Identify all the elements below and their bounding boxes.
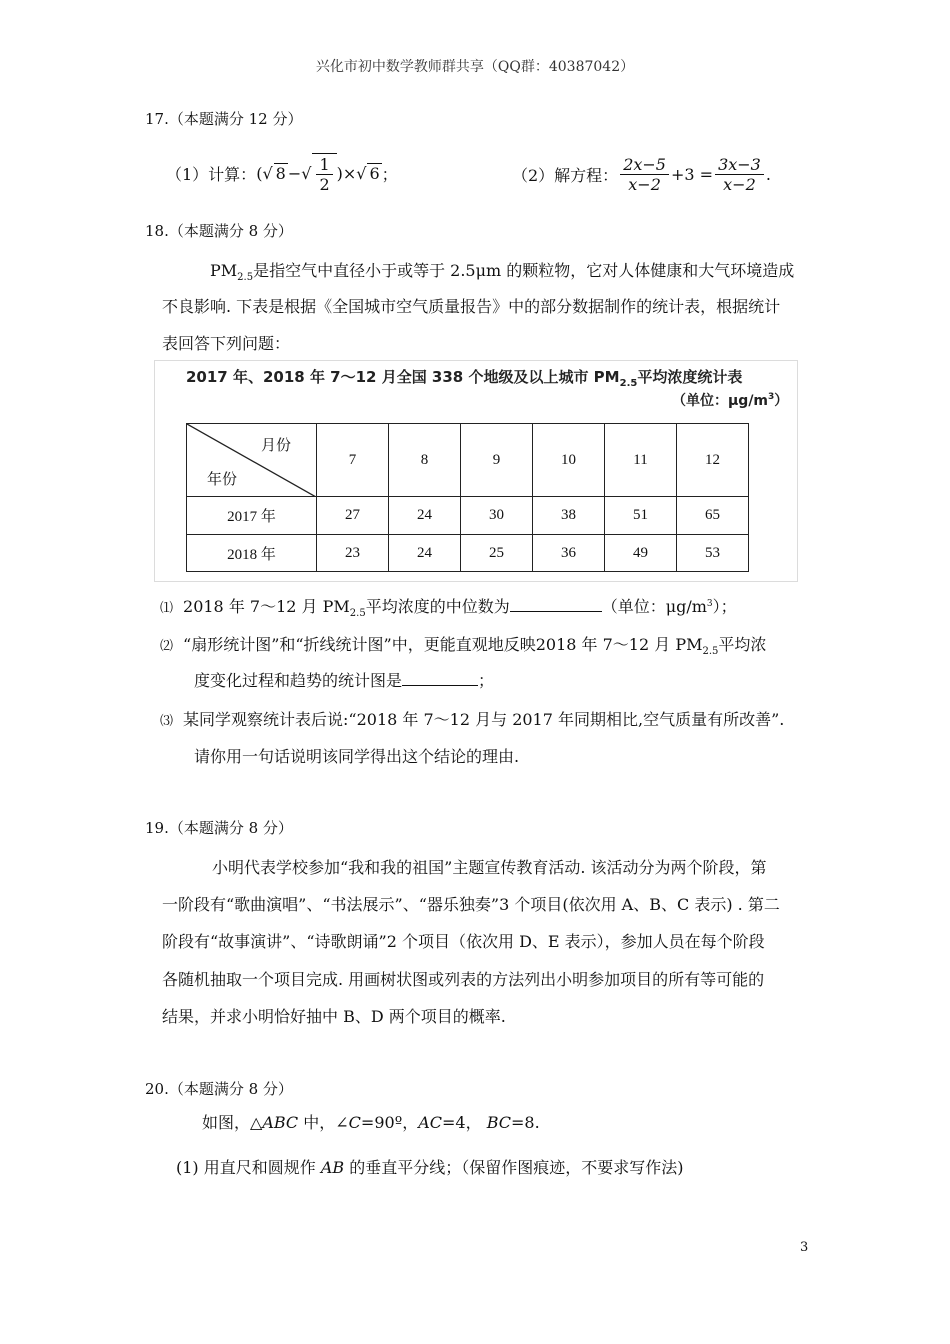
table-unit	[672, 390, 788, 410]
equation-plus-three: +3 =	[670, 164, 714, 184]
sub-text: 平均浓度的中位数为	[365, 597, 510, 616]
value-cell: 38	[533, 497, 605, 535]
sub-text: 度变化过程和趋势的统计图是	[194, 671, 403, 690]
unit-close: ）	[774, 393, 789, 409]
q17-sqrt-frac	[312, 153, 336, 194]
segment-ab: AB	[320, 1158, 345, 1177]
angle-vertex: C	[348, 1113, 361, 1132]
q18-sub3-line2: 请你用一句话说明该同学得出这个结论的理由.	[194, 747, 520, 766]
month-header-cell: 7	[317, 424, 389, 497]
table-header-row	[187, 424, 749, 497]
q19-line1: 小明代表学校参加“我和我的祖国”主题宣传教育活动. 该活动分为两个阶段，第	[212, 858, 767, 877]
sub-text: 2018 年 7～12 月 PM	[183, 597, 350, 616]
value-cell: 23	[317, 535, 389, 572]
fraction-half	[316, 155, 332, 194]
q17-part2-label: （2）解方程：	[512, 165, 619, 185]
q18-intro-line1	[210, 258, 794, 283]
pm-subscript: 2.5	[702, 646, 719, 657]
q18-sub3	[160, 707, 784, 730]
corner-month-label: 月份	[261, 438, 292, 454]
unit-superscript: 3	[706, 599, 713, 609]
q17-open-paren: (	[256, 163, 263, 183]
corner-year-label: 年份	[207, 472, 238, 488]
sub-text: 平均浓	[718, 635, 767, 654]
unit-superscript: 3	[768, 392, 775, 402]
q17-close-times: )×	[336, 163, 357, 183]
month-header-cell: 10	[533, 424, 605, 497]
sub-text: “扇形统计图”和“折线统计图”中，更能直观地反映2018 年 7～12 月 PM	[183, 635, 703, 654]
fraction-denominator: x−2	[628, 174, 661, 194]
fraction-denominator: 2	[319, 174, 330, 194]
fraction-numerator: 3x−3	[715, 155, 764, 175]
q18-title: 18.（本题满分 8 分）	[145, 222, 293, 240]
q17-title: 17.（本题满分 12 分）	[145, 110, 303, 128]
pm25-table	[186, 423, 749, 572]
value-cell: 27	[317, 497, 389, 535]
value-cell: 49	[605, 535, 677, 572]
cond-text: =4，	[442, 1113, 487, 1132]
side-bc: BC	[486, 1113, 511, 1132]
q18-sub2	[160, 632, 766, 657]
month-header-cell: 12	[677, 424, 749, 497]
equation-lhs-fraction	[620, 155, 669, 194]
value-cell: 25	[461, 535, 533, 572]
q18-intro-line2: 不良影响. 下表是根据《全国城市空气质量报告》中的部分数据制作的统计表，根据统计	[162, 297, 781, 316]
year-cell: 2018 年	[187, 535, 317, 572]
unit-close: ）；	[712, 597, 737, 616]
q17-part1	[166, 148, 398, 198]
page-header: 兴化市初中数学教师群共享（QQ群：40387042）	[315, 59, 635, 75]
unit-text: （单位：μg/m	[672, 393, 769, 409]
q20-part1	[176, 1155, 684, 1178]
month-header-cell: 11	[605, 424, 677, 497]
table-title	[186, 366, 742, 389]
value-cell: 65	[677, 497, 749, 535]
unit-text: （单位：μg/m	[601, 597, 707, 616]
triangle-name: ABC	[262, 1113, 299, 1132]
q20-condition	[202, 1110, 540, 1133]
sqrt-sign: √	[262, 163, 273, 183]
cond-text: 中，∠	[298, 1113, 349, 1132]
answer-blank[interactable]	[402, 685, 478, 686]
answer-blank[interactable]	[510, 611, 602, 612]
part-text: (1) 用直尺和圆规作	[176, 1158, 321, 1177]
pm-text: PM	[210, 261, 238, 280]
q19-title: 19.（本题满分 8 分）	[145, 819, 293, 837]
cond-text: =90º，	[360, 1113, 419, 1132]
sqrt-sign: √	[356, 163, 367, 183]
intro-text: 是指空气中直径小于或等于 2.5μm 的颗粒物，它对人体健康和大气环境造成	[253, 261, 795, 280]
pm-subscript: 2.5	[237, 272, 254, 283]
sub-number: ⑴	[160, 601, 174, 616]
table-row-2018	[187, 535, 749, 572]
fraction-numerator: 1	[316, 155, 332, 175]
q17-minus: −	[287, 163, 302, 183]
sub-text: 某同学观察统计表后说:“2018 年 7～12 月与 2017 年同期相比,空气质量有所改善”.	[183, 710, 785, 729]
q17-sqrt6: 6	[369, 164, 380, 183]
sub-end: ；	[478, 671, 495, 690]
equation-end: .	[765, 164, 771, 184]
cond-text: 如图，△	[202, 1113, 263, 1132]
diagonal-header-cell	[187, 424, 317, 497]
q18-sub1	[160, 594, 737, 619]
q19-line4: 各随机抽取一个项目完成. 用画树状图或列表的方法列出小明参加项目的所有等可能的	[162, 970, 765, 989]
q17-part1-end: ；	[381, 164, 398, 184]
pm-subscript: 2.5	[349, 608, 366, 619]
q19-line5: 结果，并求小明恰好抽中 B、D 两个项目的概率.	[162, 1007, 506, 1026]
month-header-cell: 9	[461, 424, 533, 497]
part-text: 的垂直平分线；（保留作图痕迹，不要求写作法)	[344, 1158, 684, 1177]
page-number: 3	[800, 1240, 809, 1255]
table-title-text: 2017 年、2018 年 7～12 月全国 338 个地级及以上城市 PM	[186, 368, 620, 386]
year-cell: 2017 年	[187, 497, 317, 535]
value-cell: 24	[389, 497, 461, 535]
q19-line3: 阶段有“故事演讲”、“诗歌朗诵”2 个项目（依次用 D、E 表示），参加人员在每个阶段	[162, 932, 765, 951]
month-header-cell: 8	[389, 424, 461, 497]
sub-number: ⑵	[160, 639, 174, 654]
value-cell: 24	[389, 535, 461, 572]
equation-rhs-fraction	[715, 155, 764, 194]
value-cell: 53	[677, 535, 749, 572]
q18-sub2-line2	[194, 668, 494, 691]
q17-part1-label: （1）计算：	[166, 164, 257, 184]
value-cell: 30	[461, 497, 533, 535]
q17-part2	[512, 150, 771, 198]
table-row-2017	[187, 497, 749, 535]
fraction-denominator: x−2	[723, 174, 756, 194]
side-ac: AC	[418, 1113, 443, 1132]
table-title-text-end: 平均浓度统计表	[637, 368, 743, 386]
value-cell: 36	[533, 535, 605, 572]
table-title-subscript: 2.5	[619, 378, 638, 389]
q20-title: 20.（本题满分 8 分）	[145, 1080, 293, 1098]
value-cell: 51	[605, 497, 677, 535]
sqrt-sign: √	[301, 163, 312, 183]
q18-intro-line3: 表回答下列问题：	[162, 334, 291, 353]
q17-sqrt8: 8	[275, 164, 286, 183]
cond-text: =8.	[511, 1113, 540, 1132]
sub-number: ⑶	[160, 714, 174, 729]
fraction-numerator: 2x−5	[620, 155, 669, 175]
q19-line2: 一阶段有“歌曲演唱”、“书法展示”、“器乐独奏”3 个项目(依次用 A、B、C 表示) . 第二	[162, 895, 780, 914]
